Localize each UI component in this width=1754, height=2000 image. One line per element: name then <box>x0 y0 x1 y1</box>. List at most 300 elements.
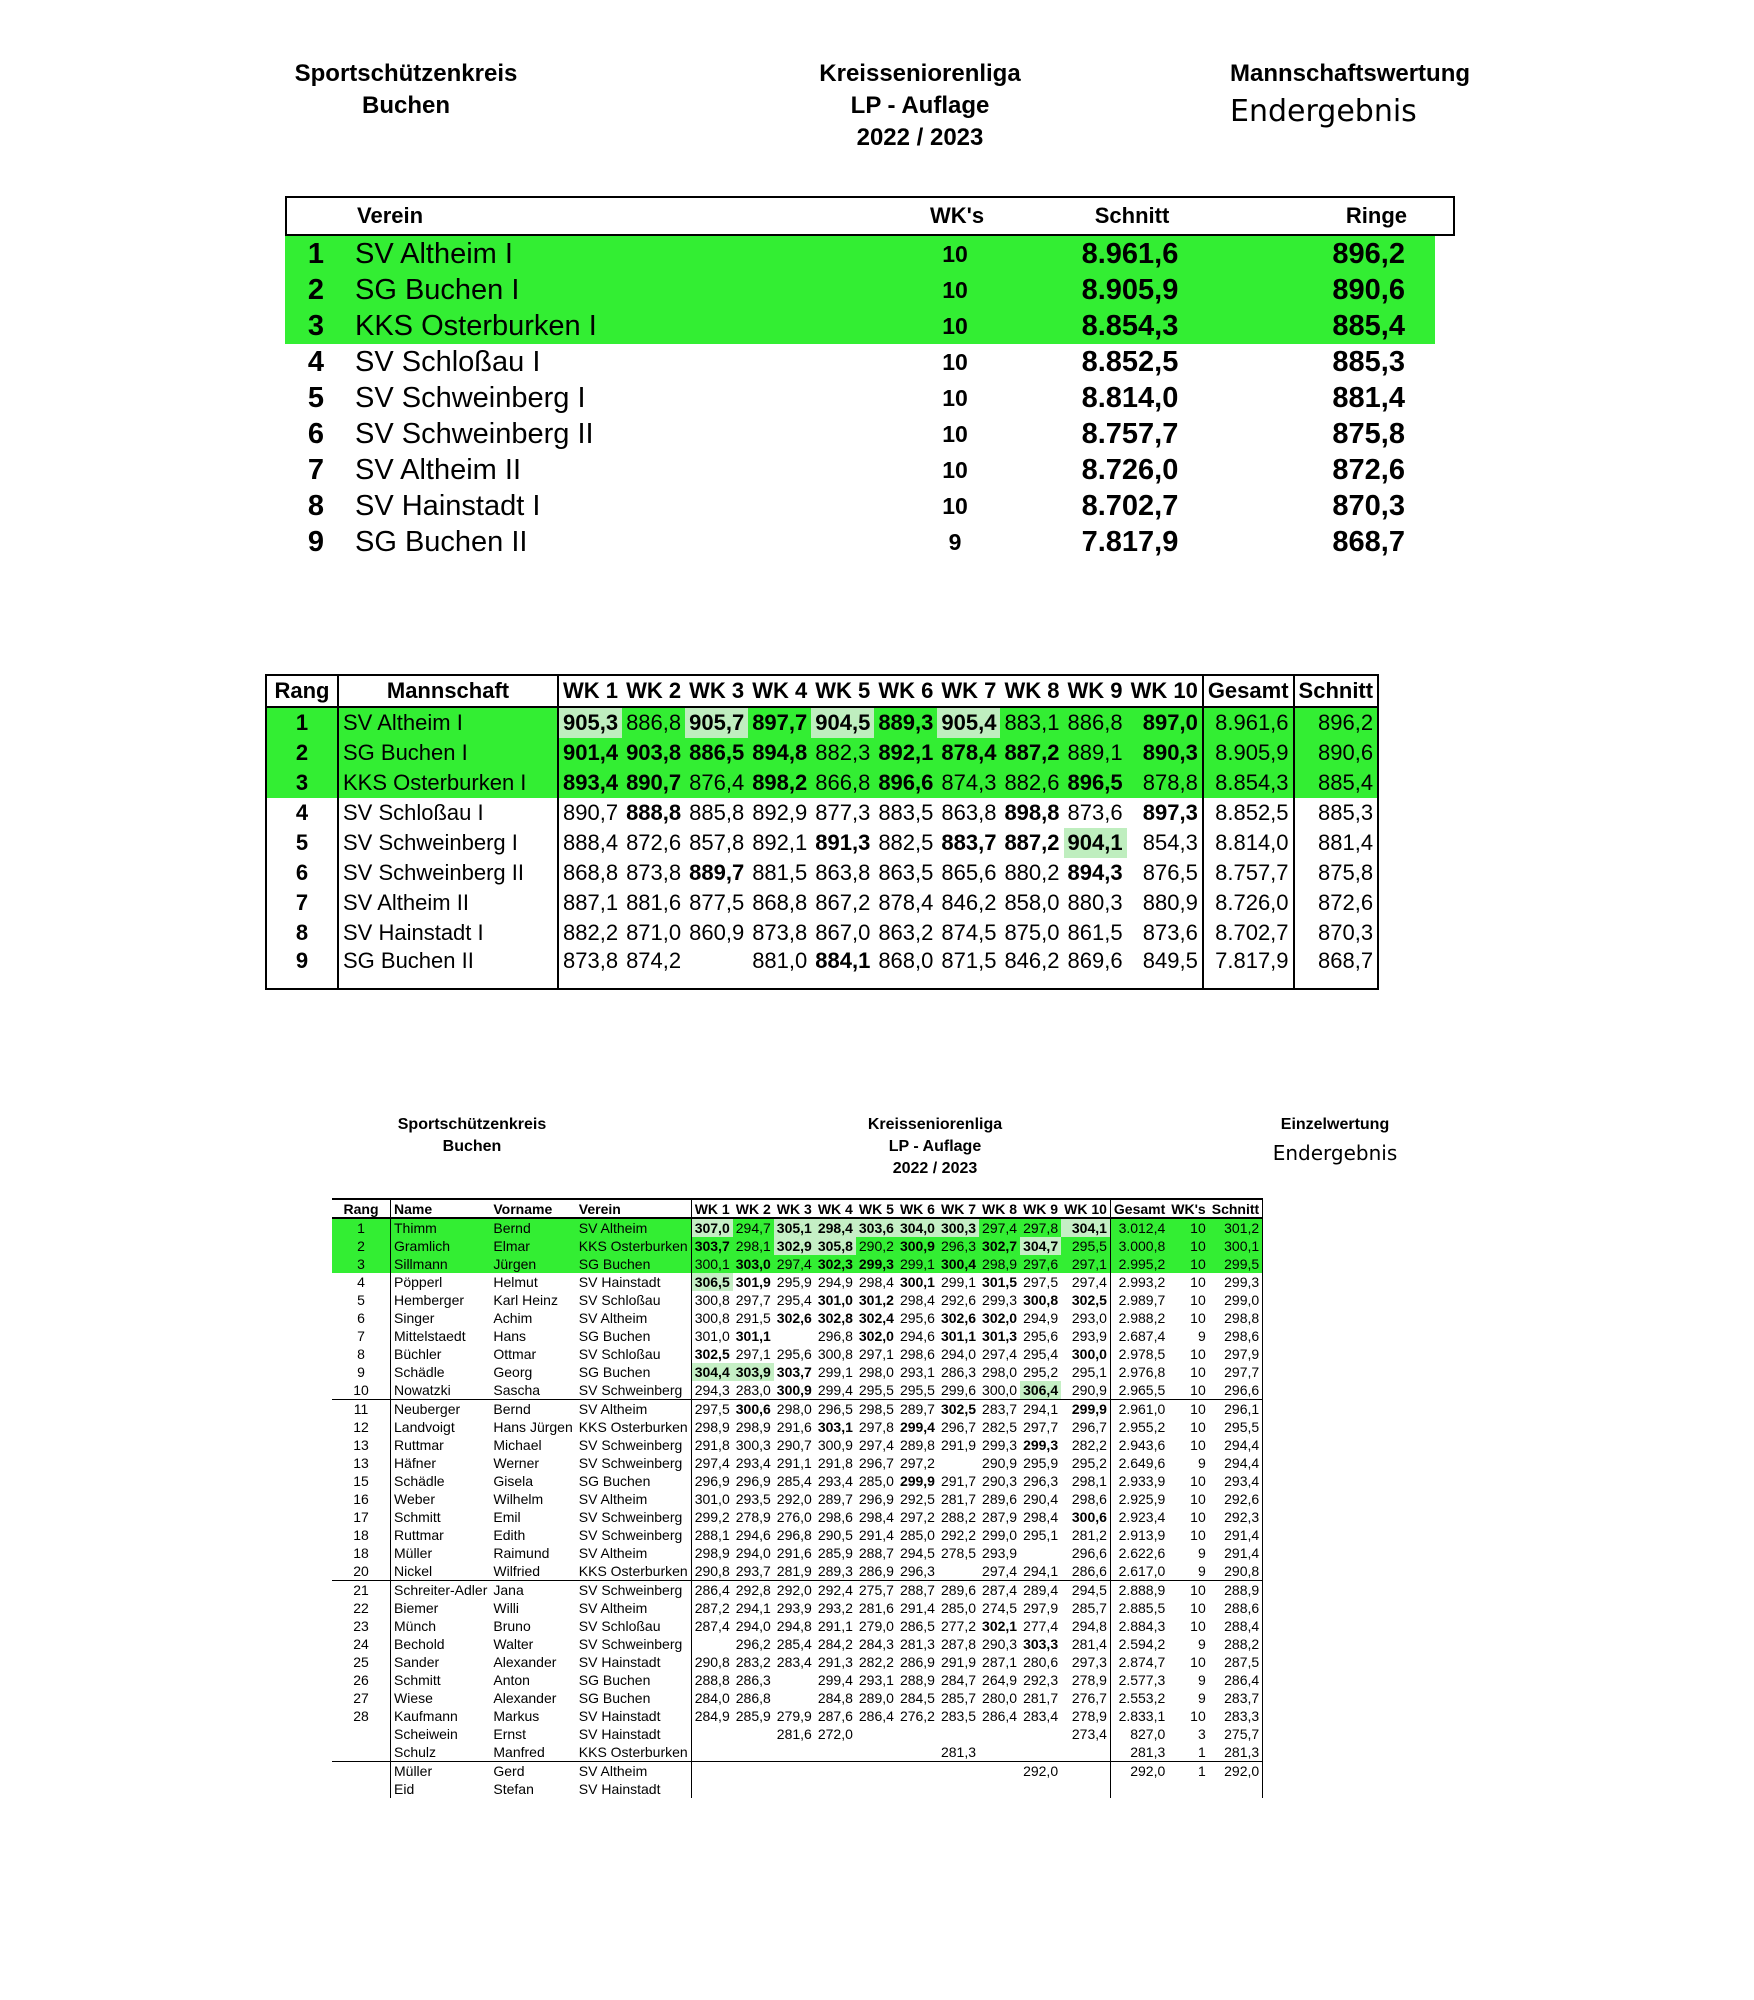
round-score-cell: 296,3 <box>938 1237 979 1255</box>
team-position: 9 <box>307 525 325 558</box>
rank-cell: 9 <box>332 1363 391 1381</box>
round-score-cell: 300,0 <box>1071 1346 1107 1362</box>
round-score-cell: 291,4 <box>899 1600 935 1616</box>
wk-count-cell: 10 <box>1190 1600 1206 1616</box>
club-cell: SV Altheim <box>578 1600 648 1616</box>
team-result-row <box>266 828 1378 858</box>
wk-count-cell: 9 <box>1197 1455 1206 1471</box>
wk-count-cell: 10 <box>1190 1401 1206 1417</box>
first-name-cell: Stefan <box>493 1781 534 1797</box>
last-name-cell: Pöpperl <box>394 1274 443 1290</box>
first-name-cell: Gerd <box>493 1763 525 1779</box>
wk-count-cell: 10 <box>1168 1218 1208 1237</box>
round-score-cell: 281,2 <box>1071 1527 1107 1543</box>
individual-result-row <box>332 1635 1263 1653</box>
round-score-cell: 293,4 <box>735 1455 771 1471</box>
round-score-cell: 296,2 <box>735 1636 771 1652</box>
total-cell: 2.594,2 <box>1110 1635 1168 1653</box>
round-score-cell: 298,9 <box>979 1255 1020 1273</box>
round-score-cell: 302,6 <box>940 1310 977 1326</box>
round-score-cell: 307,0 <box>691 1218 733 1237</box>
rank-cell: 25 <box>332 1653 391 1671</box>
wk-count-cell: 9 <box>1197 1690 1206 1706</box>
round-score-cell: 290,3 <box>982 1636 1018 1652</box>
round-score-cell: 288,1 <box>691 1526 733 1544</box>
round-score-cell: 897,0 <box>1127 707 1203 738</box>
individual-result-row <box>332 1309 1263 1327</box>
round-score-cell: 878,4 <box>878 890 934 915</box>
average-cell: 870,3 <box>1294 918 1379 948</box>
round-score-cell: 286,4 <box>691 1581 733 1600</box>
rank-cell: 20 <box>332 1562 391 1581</box>
round-score-cell: 303,3 <box>1023 1636 1059 1652</box>
round-score-cell: 290,2 <box>856 1237 897 1255</box>
club-cell: SV Schweinberg <box>576 1381 691 1400</box>
wk-count-cell: 10 <box>1190 1346 1206 1362</box>
round-score-cell: 294,0 <box>735 1545 771 1561</box>
team-total: 8.814,0 <box>1081 381 1179 414</box>
individual-result-row <box>332 1526 1263 1544</box>
round-score-cell: 286,9 <box>856 1562 897 1581</box>
individual-result-row <box>332 1490 1263 1508</box>
team-summary-header <box>285 196 1455 236</box>
round-score-cell: 298,6 <box>817 1509 853 1525</box>
club-cell: SV Hainstadt <box>578 1781 661 1797</box>
header1-left-line1: Sportschützenkreis <box>294 60 518 87</box>
club-cell: KKS Osterburken <box>576 1562 691 1581</box>
round-score-cell: 284,7 <box>940 1672 977 1688</box>
average-cell: 291,4 <box>1209 1544 1263 1562</box>
wk-count-cell <box>1168 1780 1208 1798</box>
round-score-cell: 874,5 <box>941 920 997 945</box>
col-header: WK 3 <box>774 1199 815 1218</box>
round-score-cell: 304,7 <box>1020 1237 1061 1255</box>
round-score-cell: 846,2 <box>1004 948 1060 973</box>
team-results-body <box>266 707 1378 989</box>
round-score-cell <box>691 1780 733 1798</box>
team-name-cell: SG Buchen II <box>338 948 558 989</box>
round-score-cell: 289,6 <box>982 1491 1018 1507</box>
rank-cell: 22 <box>332 1599 391 1617</box>
team-name: SG Buchen I <box>355 273 520 306</box>
round-score-cell: 889,3 <box>874 707 937 738</box>
round-score-cell: 905,4 <box>937 707 1000 738</box>
round-score-cell: 295,2 <box>1023 1364 1059 1380</box>
round-score-cell: 871,5 <box>941 948 997 973</box>
average-cell: 291,4 <box>1209 1526 1263 1544</box>
col-header: WK 8 <box>1000 675 1063 707</box>
individual-result-row <box>332 1544 1263 1562</box>
rank-cell: 27 <box>332 1689 391 1707</box>
average-cell: 294,4 <box>1209 1454 1263 1472</box>
col-header: WK 7 <box>937 675 1000 707</box>
round-score-cell: 286,3 <box>735 1672 771 1688</box>
round-score-cell: 300,3 <box>938 1218 979 1237</box>
individual-result-row <box>332 1418 1263 1436</box>
round-score-cell: 291,9 <box>940 1437 977 1453</box>
round-score-cell: 281,3 <box>899 1636 935 1652</box>
header2-left <box>382 1114 562 1158</box>
round-score-cell: 302,8 <box>817 1310 853 1326</box>
round-score-cell: 300,9 <box>817 1437 853 1453</box>
round-score-cell: 292,4 <box>817 1582 853 1598</box>
round-score-cell: 886,8 <box>1064 707 1127 738</box>
average-cell: 868,7 <box>1294 948 1379 989</box>
col-header: WK 3 <box>685 675 748 707</box>
wk-count-cell: 10 <box>1190 1527 1206 1543</box>
round-score-cell: 301,1 <box>940 1328 977 1344</box>
round-score-cell: 298,5 <box>858 1401 894 1417</box>
team-position: 4 <box>307 345 325 378</box>
team-average: 868,7 <box>1332 525 1405 558</box>
round-score-cell: 280,6 <box>1023 1654 1059 1670</box>
rank-cell: 26 <box>332 1671 391 1689</box>
total-cell: 2.988,2 <box>1110 1309 1168 1327</box>
individual-result-row <box>332 1237 1263 1255</box>
club-cell: SG Buchen <box>578 1690 651 1706</box>
wk-count-cell: 10 <box>1190 1310 1206 1326</box>
round-score-cell: 297,7 <box>1023 1419 1059 1435</box>
team-total: 8.702,7 <box>1081 489 1179 522</box>
round-score-cell: 287,4 <box>691 1617 733 1635</box>
round-score-cell: 291,7 <box>940 1473 977 1489</box>
round-score-cell: 301,1 <box>735 1328 771 1344</box>
round-score-cell: 291,9 <box>940 1654 977 1670</box>
round-score-cell: 882,6 <box>1000 768 1063 798</box>
round-score-cell: 297,4 <box>774 1255 815 1273</box>
team-position: 3 <box>307 309 325 342</box>
col-header: Rang <box>266 675 338 707</box>
team-wk-count: 10 <box>942 276 968 303</box>
team-average: 870,3 <box>1332 489 1405 522</box>
round-score-cell: 284,0 <box>691 1689 733 1707</box>
total-cell: 2.874,7 <box>1110 1653 1168 1671</box>
round-score-cell: 881,6 <box>626 890 682 915</box>
team-name: SG Buchen II <box>355 525 528 558</box>
round-score-cell: 291,4 <box>858 1527 894 1543</box>
round-score-cell: 293,2 <box>817 1600 853 1616</box>
first-name-cell: Georg <box>493 1364 533 1380</box>
last-name-cell: Eid <box>394 1781 415 1797</box>
rank-cell: 2 <box>266 738 338 768</box>
last-name-cell: Gramlich <box>391 1237 491 1255</box>
round-score-cell: 300,6 <box>1071 1509 1107 1525</box>
round-score-cell: 277,2 <box>940 1618 977 1634</box>
round-score-cell: 304,0 <box>897 1218 938 1237</box>
round-score-cell: 869,6 <box>1067 948 1123 973</box>
rank-cell: 7 <box>266 888 338 918</box>
team-position: 2 <box>307 273 325 306</box>
team-name: SV Altheim I <box>355 237 513 270</box>
round-score-cell: 292,3 <box>1023 1672 1059 1688</box>
team-name: SV Altheim II <box>355 453 522 486</box>
individual-result-row <box>332 1273 1263 1291</box>
round-score-cell: 287,4 <box>982 1582 1018 1598</box>
team-result-row <box>266 768 1378 798</box>
round-score-cell: 873,8 <box>752 920 808 945</box>
team-summary-row <box>285 236 1435 272</box>
average-cell: 896,2 <box>1294 707 1379 738</box>
rank-cell: 28 <box>332 1707 391 1725</box>
rank-cell: 6 <box>332 1309 391 1327</box>
individual-result-row <box>332 1508 1263 1526</box>
average-cell: 286,4 <box>1209 1671 1263 1689</box>
wk-count-cell: 10 <box>1190 1419 1206 1435</box>
first-name-cell: Karl Heinz <box>493 1292 558 1308</box>
header1-center-line2: LP - Auflage <box>850 92 990 119</box>
round-score-cell <box>1020 1725 1061 1743</box>
col-header: Gesamt <box>1110 1199 1168 1218</box>
round-score-cell: 884,1 <box>815 948 871 973</box>
round-score-cell: 905,3 <box>558 707 622 738</box>
total-cell: 281,3 <box>1110 1743 1168 1762</box>
club-cell: SV Schweinberg <box>578 1437 683 1453</box>
round-score-cell: 290,5 <box>817 1527 853 1543</box>
average-cell: 288,2 <box>1209 1635 1263 1653</box>
round-score-cell: 283,4 <box>776 1654 812 1670</box>
round-score-cell: 291,1 <box>776 1455 812 1471</box>
first-name-cell: Gisela <box>493 1473 534 1489</box>
round-score-cell: 299,1 <box>817 1364 853 1380</box>
round-score-cell <box>733 1725 774 1743</box>
round-score-cell: 300,4 <box>938 1255 979 1273</box>
last-name-cell: Schreiter-Adler <box>394 1582 488 1598</box>
last-name-cell: Wiese <box>394 1690 433 1706</box>
round-score-cell: 877,3 <box>815 800 871 825</box>
rank-cell: 10 <box>332 1381 391 1400</box>
individual-results-body <box>332 1218 1263 1798</box>
round-score-cell: 896,5 <box>1064 768 1127 798</box>
round-score-cell: 868,8 <box>563 860 619 885</box>
round-score-cell: 892,1 <box>874 738 937 768</box>
round-score-cell: 873,8 <box>563 948 619 973</box>
round-score-cell: 857,8 <box>689 830 745 855</box>
team-result-row <box>266 858 1378 888</box>
round-score-cell: 293,9 <box>776 1600 812 1616</box>
round-score-cell <box>938 1454 979 1472</box>
rank-cell: 21 <box>332 1581 391 1600</box>
round-score-cell: 854,3 <box>1142 830 1198 855</box>
club-cell: SV Hainstadt <box>578 1274 661 1290</box>
round-score-cell: 297,5 <box>691 1400 733 1419</box>
last-name-cell: Ruttmar <box>394 1527 444 1543</box>
header2-center-line2: LP - Auflage <box>888 1138 982 1155</box>
team-results-table <box>265 674 1379 990</box>
average-cell: 300,1 <box>1209 1237 1263 1255</box>
col-header: Schnitt <box>1209 1199 1263 1218</box>
wk-count-cell: 10 <box>1190 1509 1206 1525</box>
round-score-cell: 297,4 <box>691 1454 733 1472</box>
round-score-cell: 300,8 <box>691 1309 733 1327</box>
round-score-cell: 882,2 <box>563 920 619 945</box>
round-score-cell: 303,7 <box>691 1237 733 1255</box>
round-score-cell: 861,5 <box>1067 920 1123 945</box>
team-summary-row <box>285 344 1455 380</box>
first-name-cell: Willi <box>493 1600 520 1616</box>
round-score-cell: 874,2 <box>626 948 682 973</box>
round-score-cell <box>815 1780 856 1798</box>
last-name-cell: Ruttmar <box>394 1437 444 1453</box>
col-header: Mannschaft <box>338 675 558 707</box>
round-score-cell: 300,6 <box>735 1401 771 1417</box>
round-score-cell: 302,6 <box>776 1310 812 1326</box>
club-cell: SV Schloßau <box>578 1346 661 1362</box>
individual-result-row <box>332 1581 1263 1600</box>
rank-cell: 11 <box>332 1400 391 1419</box>
round-score-cell: 300,8 <box>691 1291 733 1309</box>
round-score-cell: 301,3 <box>982 1328 1018 1344</box>
round-score-cell <box>856 1743 897 1762</box>
team-result-row <box>266 707 1378 738</box>
club-cell: KKS Osterburken <box>576 1237 691 1255</box>
first-name-cell: Bernd <box>490 1218 575 1237</box>
round-score-cell: 303,7 <box>776 1364 812 1380</box>
last-name-cell: Schädle <box>394 1473 445 1489</box>
rank-cell: 2 <box>332 1237 391 1255</box>
rank-cell: 24 <box>332 1635 391 1653</box>
round-score-cell: 894,3 <box>1067 860 1123 885</box>
first-name-cell: Walter <box>493 1636 534 1652</box>
round-score-cell: 883,7 <box>941 830 997 855</box>
wk-count-cell: 1 <box>1197 1763 1206 1779</box>
team-summary-row <box>285 524 1455 560</box>
club-cell: SV Schweinberg <box>578 1455 683 1471</box>
total-cell: 2.976,8 <box>1110 1363 1168 1381</box>
round-score-cell <box>938 1562 979 1581</box>
round-score-cell: 284,2 <box>817 1636 853 1652</box>
round-score-cell: 294,7 <box>733 1218 774 1237</box>
round-score-cell: 302,9 <box>774 1237 815 1255</box>
round-score-cell: 294,6 <box>735 1527 771 1543</box>
average-cell: 288,4 <box>1209 1617 1263 1635</box>
rank-cell: 4 <box>332 1273 391 1291</box>
header1-right-sub: Endergebnis <box>1230 94 1417 129</box>
round-score-cell <box>774 1762 815 1781</box>
individual-result-row <box>332 1454 1263 1472</box>
first-name-cell: Alexander <box>493 1690 557 1706</box>
round-score-cell: 284,3 <box>858 1636 894 1652</box>
last-name-cell: Müller <box>394 1545 433 1561</box>
wk-count-cell: 3 <box>1197 1726 1206 1742</box>
team-name: KKS Osterburken I <box>355 309 597 342</box>
header2-right-title: Einzelwertung <box>1280 1116 1390 1133</box>
rank-cell: 17 <box>332 1508 391 1526</box>
round-score-cell: 876,4 <box>685 768 748 798</box>
round-score-cell: 289,0 <box>858 1690 894 1706</box>
team-total: 8.757,7 <box>1081 417 1179 450</box>
team-summary-row <box>285 488 1455 524</box>
round-score-cell: 285,0 <box>940 1600 977 1616</box>
round-score-cell: 290,9 <box>1061 1381 1110 1400</box>
last-name-cell: Häfner <box>394 1455 437 1471</box>
average-cell: 283,3 <box>1209 1707 1263 1725</box>
round-score-cell: 301,0 <box>817 1292 853 1308</box>
individual-results-header <box>332 1199 1263 1218</box>
round-score-cell: 300,3 <box>735 1437 771 1453</box>
team-result-row <box>266 948 1378 989</box>
col-header: WK 9 <box>1064 675 1127 707</box>
team-average: 872,6 <box>1332 453 1405 486</box>
round-score-cell: 849,5 <box>1142 948 1198 973</box>
round-score-cell: 298,1 <box>1071 1473 1107 1489</box>
round-score-cell: 283,0 <box>733 1381 774 1400</box>
individual-result-row <box>332 1562 1263 1581</box>
wk-count-cell: 9 <box>1197 1328 1206 1344</box>
team-total: 8.726,0 <box>1081 453 1179 486</box>
round-score-cell: 299,4 <box>899 1419 935 1435</box>
wk-count-cell: 10 <box>1190 1292 1206 1308</box>
last-name-cell: Schädle <box>394 1364 445 1380</box>
wk-count-cell: 10 <box>1168 1237 1208 1255</box>
round-score-cell <box>938 1780 979 1798</box>
round-score-cell: 289,7 <box>817 1491 853 1507</box>
wk-count-cell: 10 <box>1168 1381 1208 1400</box>
average-cell: 296,1 <box>1209 1400 1263 1419</box>
round-score-cell: 293,5 <box>735 1491 771 1507</box>
round-score-cell: 296,7 <box>1071 1419 1107 1435</box>
first-name-cell: Elmar <box>490 1237 575 1255</box>
round-score-cell: 891,3 <box>815 830 871 855</box>
round-score-cell <box>979 1780 1020 1798</box>
round-score-cell: 873,8 <box>626 860 682 885</box>
round-score-cell: 294,9 <box>1023 1310 1059 1326</box>
average-cell: 875,8 <box>1294 858 1379 888</box>
header1-center-line1: Kreisseniorenliga <box>819 60 1021 87</box>
wk-count-cell: 10 <box>1190 1582 1206 1598</box>
first-name-cell: Markus <box>493 1708 540 1724</box>
round-score-cell: 880,3 <box>1067 890 1123 915</box>
round-score-cell: 889,7 <box>689 860 745 885</box>
round-score-cell: 290,3 <box>982 1473 1018 1489</box>
average-cell: 885,4 <box>1294 768 1379 798</box>
rank-cell: 3 <box>266 768 338 798</box>
round-score-cell: 302,5 <box>940 1401 977 1417</box>
round-score-cell: 294,6 <box>899 1328 935 1344</box>
header1-left-line2: Buchen <box>361 92 450 119</box>
round-score-cell: 296,8 <box>776 1527 812 1543</box>
club-cell: KKS Osterburken <box>578 1419 688 1435</box>
round-score-cell: 275,7 <box>858 1582 894 1598</box>
round-score-cell: 276,7 <box>1071 1690 1107 1706</box>
round-score-cell: 898,2 <box>748 768 811 798</box>
col-verein: Verein <box>357 203 424 228</box>
individual-result-row <box>332 1327 1263 1345</box>
round-score-cell: 296,7 <box>858 1455 894 1471</box>
round-score-cell: 291,8 <box>691 1436 733 1454</box>
col-header: WK 6 <box>874 675 937 707</box>
round-score-cell: 296,3 <box>1023 1473 1059 1489</box>
round-score-cell: 297,2 <box>899 1509 935 1525</box>
round-score-cell <box>897 1762 938 1781</box>
round-score-cell: 298,6 <box>899 1346 935 1362</box>
round-score-cell: 295,9 <box>1023 1455 1059 1471</box>
wk-count-cell: 10 <box>1190 1274 1206 1290</box>
round-score-cell: 281,6 <box>776 1726 812 1742</box>
round-score-cell: 294,5 <box>899 1545 935 1561</box>
average-cell: 294,4 <box>1209 1436 1263 1454</box>
average-cell: 295,5 <box>1209 1418 1263 1436</box>
round-score-cell: 299,1 <box>940 1274 977 1290</box>
round-score-cell: 291,3 <box>817 1654 853 1670</box>
round-score-cell: 302,3 <box>815 1255 856 1273</box>
total-cell: 2.888,9 <box>1110 1581 1168 1600</box>
total-cell: 8.757,7 <box>1203 858 1294 888</box>
wk-count-cell: 10 <box>1190 1491 1206 1507</box>
team-total: 8.852,5 <box>1081 345 1179 378</box>
last-name-cell: Biemer <box>394 1600 439 1616</box>
round-score-cell: 294,3 <box>691 1381 733 1400</box>
round-score-cell: 283,7 <box>982 1401 1018 1417</box>
